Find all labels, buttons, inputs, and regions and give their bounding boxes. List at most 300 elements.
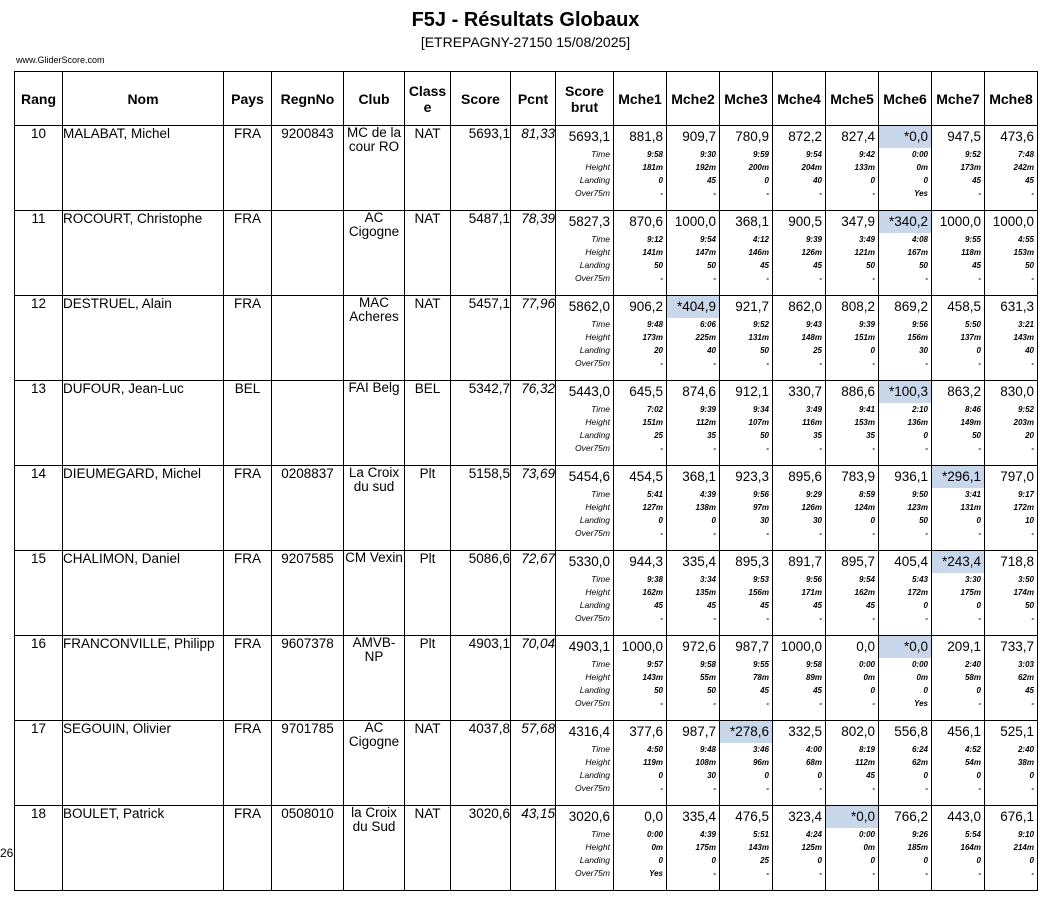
round-cell [985,466,1038,551]
round-cell [773,636,826,721]
rang-cell: 12 [15,296,63,381]
pcnt-cell: 72,67 [511,551,556,636]
round-landing: 45 [866,601,875,610]
round-cell [826,806,879,891]
detail-label: Landing [579,260,610,270]
round-time: 3:21 [1017,320,1034,329]
pcnt-cell: 57,68 [511,721,556,806]
round-landing: 20 [1025,431,1034,440]
round-height: 143m [748,843,769,852]
round-cell [985,806,1038,891]
score-brut-value: 3020,6 [568,809,610,824]
round-time: 3:41 [964,490,981,499]
round-over75m: - [925,444,928,453]
round-score-dropped: *296,1 [932,466,984,488]
round-over75m: - [819,784,822,793]
round-cell [667,381,720,466]
round-score: 909,7 [682,129,716,144]
round-score: 1000,0 [780,639,822,654]
round-score: 733,7 [1000,639,1034,654]
detail-label: Height [585,247,610,257]
round-over75m: - [1031,529,1034,538]
rang-cell: 18 [15,806,63,891]
round-over75m: - [766,444,769,453]
round-height: 108m [695,758,716,767]
round-score: 869,2 [894,299,928,314]
round-over75m: - [660,784,663,793]
round-time: 9:54 [805,150,822,159]
round-time: 3:46 [752,745,769,754]
round-height: 214m [1013,843,1034,852]
round-cell [720,211,773,296]
round-height: 151m [854,333,875,342]
round-cell [667,466,720,551]
class-cell: NAT [405,296,451,381]
header-rang: Rang [15,72,63,126]
round-over75m: - [766,784,769,793]
round-time: 3:49 [858,235,875,244]
pilot-name: BOULET, Patrick [63,806,224,891]
round-height: 156m [907,333,928,342]
class-cell: Plt [405,636,451,721]
round-score: 881,8 [629,129,663,144]
round-landing: 0 [1029,856,1034,865]
detail-label: Height [585,842,610,852]
detail-label: Height [585,502,610,512]
round-score: 972,6 [682,639,716,654]
round-score: 783,9 [841,469,875,484]
round-over75m: - [925,359,928,368]
round-height: 126m [801,503,822,512]
round-score: 476,5 [735,809,769,824]
round-height: 62m [911,758,928,767]
score-brut-value: 5330,0 [568,554,610,569]
round-over75m: - [819,189,822,198]
round-height: 112m [696,418,716,427]
detail-label: Landing [579,175,610,185]
header-score-brut: Score brut [556,72,614,126]
score-cell: 5086,6 [451,551,511,636]
detail-label: Over75m [575,528,610,538]
round-height: 135m [695,588,716,597]
class-cell: Plt [405,551,451,636]
round-over75m: - [819,274,822,283]
round-time: 3:30 [964,575,981,584]
round-time: 5:51 [752,830,769,839]
round-height: 0m [863,673,875,682]
table-row [15,636,1038,721]
header-club: Club [344,72,405,126]
round-score: 862,0 [788,299,822,314]
regn-cell [272,211,344,296]
round-score: 368,1 [682,469,716,484]
round-time: 9:54 [699,235,716,244]
round-score: 676,1 [1000,809,1034,824]
detail-label: Landing [579,515,610,525]
round-score: 0,0 [644,809,663,824]
round-cell [614,636,667,721]
round-score: 443,0 [947,809,981,824]
round-score: 556,8 [894,724,928,739]
round-cell [667,296,720,381]
round-over75m: - [766,529,769,538]
class-cell: NAT [405,721,451,806]
round-landing: 45 [813,261,822,270]
round-landing: 35 [707,431,716,440]
regn-cell: 9207585 [272,551,344,636]
round-height: 200m [748,163,769,172]
round-cell [773,721,826,806]
round-landing: 40 [813,176,822,185]
detail-label: Landing [579,770,610,780]
round-height: 153m [854,418,875,427]
round-score: 405,4 [894,554,928,569]
club-cell: La Croix du sud [344,466,405,551]
detail-label: Landing [579,685,610,695]
round-landing: 0 [711,516,716,525]
round-height: 141m [642,248,663,257]
round-height: 147m [695,248,716,257]
round-height: 58m [964,673,981,682]
round-cell [879,551,932,636]
detail-label: Over75m [575,868,610,878]
round-over75m: - [660,274,663,283]
round-height: 173m [642,333,663,342]
round-landing: 50 [654,686,663,695]
round-time: 9:52 [752,320,769,329]
header-mche4: Mche4 [773,72,826,126]
pcnt-cell: 76,32 [511,381,556,466]
round-cell [879,296,932,381]
round-score: 458,5 [947,299,981,314]
round-landing: 45 [813,601,822,610]
table-row [15,211,1038,296]
round-height: 153m [1013,248,1034,257]
round-score: 947,5 [947,129,981,144]
score-brut-value: 4903,1 [568,639,610,654]
round-landing: 30 [760,516,769,525]
round-score: 454,5 [629,469,663,484]
class-cell: NAT [405,806,451,891]
round-score: 645,5 [629,384,663,399]
round-over75m: - [713,359,716,368]
rang-cell: 13 [15,381,63,466]
score-brut-cell [556,466,614,551]
rang-cell: 11 [15,211,63,296]
round-score: 368,1 [735,214,769,229]
round-score: 830,0 [1000,384,1034,399]
round-landing: 0 [870,516,875,525]
round-over75m: - [766,699,769,708]
round-landing: 0 [923,686,928,695]
round-score: 1000,0 [939,214,981,229]
round-cell [932,466,985,551]
table-row [15,381,1038,466]
round-height: 0m [651,843,663,852]
score-brut-cell [556,296,614,381]
round-score: 872,2 [788,129,822,144]
country-cell: FRA [224,296,272,381]
round-over75m: - [978,359,981,368]
round-landing: 0 [976,346,981,355]
detail-label: Landing [579,600,610,610]
round-cell [667,551,720,636]
round-time: 9:39 [805,235,822,244]
round-landing: 50 [707,261,716,270]
round-time: 9:38 [646,575,663,584]
round-time: 2:10 [911,405,928,414]
round-landing: 45 [760,686,769,695]
round-time: 9:55 [752,660,769,669]
round-landing: 0 [817,856,822,865]
round-over75m: - [925,869,928,878]
round-cell [720,296,773,381]
round-landing: 50 [760,346,769,355]
header-nom: Nom [63,72,224,126]
class-cell: NAT [405,126,451,211]
round-time: 4:12 [752,235,769,244]
round-cell [614,721,667,806]
round-over75m: - [660,614,663,623]
header-mche1: Mche1 [614,72,667,126]
round-cell [720,721,773,806]
round-over75m: - [713,614,716,623]
round-landing: 10 [1025,516,1034,525]
country-cell: FRA [224,211,272,296]
round-height: 131m [748,333,769,342]
round-score: 921,7 [735,299,769,314]
table-row [15,296,1038,381]
round-over75m: - [978,869,981,878]
regn-cell: 0208837 [272,466,344,551]
round-landing: 30 [707,771,716,780]
score-cell: 5158,5 [451,466,511,551]
round-height: 0m [863,843,875,852]
pilot-name: DESTRUEL, Alain [63,296,224,381]
round-time: 9:58 [805,660,822,669]
detail-label: Landing [579,430,610,440]
round-height: 123m [907,503,928,512]
detail-label: Over75m [575,273,610,283]
round-cell [985,551,1038,636]
round-score: 895,7 [841,554,875,569]
round-over75m: - [819,529,822,538]
round-over75m: - [872,614,875,623]
round-score: 335,4 [682,809,716,824]
round-score: 323,4 [788,809,822,824]
score-brut-value: 5454,6 [568,469,610,484]
round-landing: 45 [972,261,981,270]
class-cell: Plt [405,466,451,551]
round-over75m: Yes [649,869,663,878]
round-time: 9:58 [699,660,716,669]
detail-label: Landing [579,345,610,355]
round-landing: 30 [813,516,822,525]
round-time: 4:08 [911,235,928,244]
round-time: 9:42 [858,150,875,159]
round-landing: 50 [919,261,928,270]
score-brut-cell [556,721,614,806]
round-landing: 0 [976,601,981,610]
table-row [15,126,1038,211]
header-mche7: Mche7 [932,72,985,126]
round-score-dropped: *340,2 [879,211,931,233]
round-time: 9:53 [752,575,769,584]
detail-label: Time [591,404,610,414]
round-time: 8:59 [858,490,875,499]
round-time: 9:10 [1017,830,1034,839]
round-time: 8:46 [964,405,981,414]
round-score-dropped: *243,4 [932,551,984,573]
detail-label: Height [585,332,610,342]
round-over75m: - [978,529,981,538]
round-score-dropped: *278,6 [720,721,772,743]
detail-label: Over75m [575,783,610,793]
round-cell [667,636,720,721]
round-over75m: - [713,529,716,538]
round-landing: 0 [870,856,875,865]
round-cell [614,296,667,381]
round-cell [773,296,826,381]
round-score: 797,0 [1000,469,1034,484]
round-time: 9:56 [752,490,769,499]
round-landing: 25 [760,856,769,865]
round-height: 78m [752,673,769,682]
round-landing: 0 [923,856,928,865]
club-cell: CM Vexin [344,551,405,636]
country-cell: FRA [224,466,272,551]
round-over75m: - [713,699,716,708]
round-landing: 0 [923,176,928,185]
round-over75m: - [766,869,769,878]
round-score: 923,3 [735,469,769,484]
round-height: 55m [699,673,716,682]
round-time: 9:52 [1017,405,1034,414]
round-score: 987,7 [682,724,716,739]
round-height: 172m [1013,503,1034,512]
round-over75m: - [713,784,716,793]
round-time: 4:50 [646,745,663,754]
round-time: 7:02 [646,405,663,414]
round-time: 9:48 [646,320,663,329]
round-height: 173m [960,163,981,172]
pcnt-cell: 81,33 [511,126,556,211]
pilot-name: MALABAT, Michel [63,126,224,211]
round-score: 863,2 [947,384,981,399]
pilot-name: FRANCONVILLE, Philipp [63,636,224,721]
round-score: 891,7 [788,554,822,569]
round-time: 0:00 [858,830,875,839]
regn-cell: 9200843 [272,126,344,211]
club-cell: AC Cigogne [344,721,405,806]
round-landing: 45 [1025,176,1034,185]
round-over75m: - [925,784,928,793]
round-time: 4:52 [964,745,981,754]
round-landing: 0 [764,771,769,780]
round-cell [720,466,773,551]
pilot-name: DUFOUR, Jean-Luc [63,381,224,466]
score-brut-cell [556,636,614,721]
site-label: www.GliderScore.com [16,55,105,65]
round-cell [879,126,932,211]
round-height: 125m [801,843,822,852]
round-over75m: - [978,699,981,708]
table-row [15,806,1038,891]
round-cell [773,211,826,296]
event-subtitle: [ETREPAGNY-27150 15/08/2025] [420,34,631,50]
score-cell: 5487,1 [451,211,511,296]
round-cell [985,211,1038,296]
header-regn: RegnNo [272,72,344,126]
round-over75m: - [872,189,875,198]
round-height: 174m [1013,588,1034,597]
round-score: 912,1 [735,384,769,399]
round-cell [932,721,985,806]
round-height: 175m [960,588,981,597]
round-score: 209,1 [947,639,981,654]
round-height: 118m [961,248,981,257]
round-over75m: - [660,189,663,198]
pcnt-cell: 43,15 [511,806,556,891]
round-cell [879,211,932,296]
round-time: 4:55 [1017,235,1034,244]
round-time: 4:39 [699,490,716,499]
round-time: 6:06 [699,320,716,329]
pilot-name: SEGOUIN, Olivier [63,721,224,806]
round-time: 4:39 [699,830,716,839]
round-time: 7:48 [1017,150,1034,159]
rang-cell: 16 [15,636,63,721]
round-cell [879,381,932,466]
round-score: 0,0 [856,639,875,654]
country-cell: FRA [224,551,272,636]
round-over75m: - [978,444,981,453]
round-time: 9:43 [805,320,822,329]
round-over75m: - [872,699,875,708]
detail-label: Time [591,829,610,839]
round-over75m: - [819,444,822,453]
round-time: 9:48 [699,745,716,754]
round-over75m: - [766,359,769,368]
round-landing: 50 [654,261,663,270]
header-mche3: Mche3 [720,72,773,126]
detail-label: Over75m [575,443,610,453]
round-over75m: - [978,274,981,283]
round-over75m: - [660,699,663,708]
round-cell [773,551,826,636]
round-over75m: - [872,444,875,453]
round-height: 137m [960,333,981,342]
round-cell [826,296,879,381]
round-over75m: - [872,274,875,283]
round-height: 167m [907,248,928,257]
round-cell [932,636,985,721]
score-cell: 4903,1 [451,636,511,721]
rang-cell: 10 [15,126,63,211]
round-landing: 25 [813,346,822,355]
regn-cell [272,296,344,381]
round-height: 143m [642,673,663,682]
round-over75m: Yes [914,699,928,708]
round-height: 143m [1013,333,1034,342]
round-time: 9:55 [964,235,981,244]
round-landing: 0 [1029,771,1034,780]
round-score: 874,6 [682,384,716,399]
round-landing: 0 [870,346,875,355]
detail-label: Landing [579,855,610,865]
round-height: 126m [801,248,822,257]
round-score: 802,0 [841,724,875,739]
